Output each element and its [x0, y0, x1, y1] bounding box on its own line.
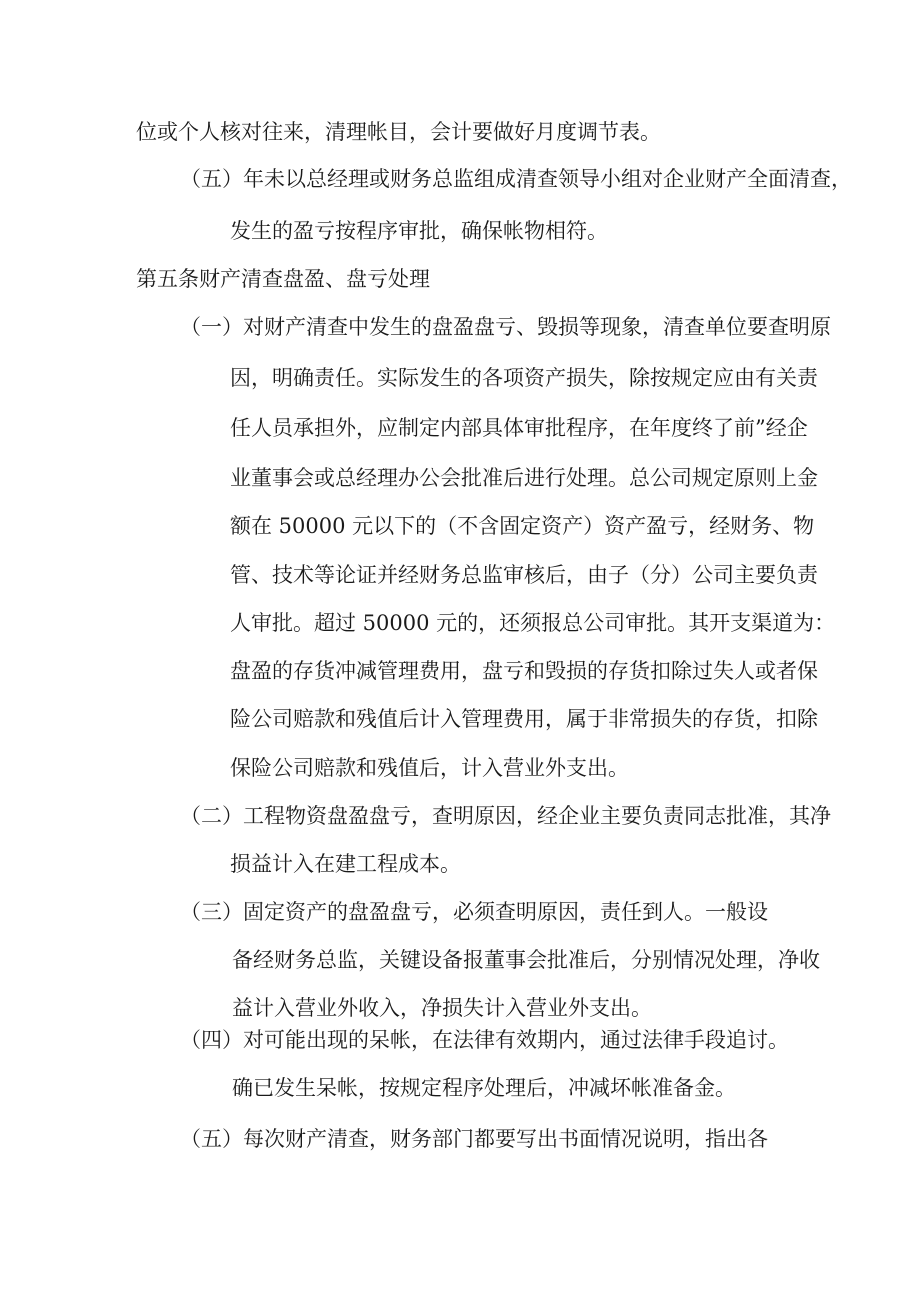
text-line: 备经财务总监，关键设备报董事会批准后，分别情况处理，净收: [232, 948, 820, 972]
text-line: （一）对财产清查中发生的盘盈盘亏、毁损等现象，清查单位要查明原: [180, 315, 831, 339]
text-line: 确已发生呆帐，按规定程序处理后，冲减坏帐准备金。: [232, 1076, 736, 1100]
text-line: 管、技术等论证并经财务总监审核后，由子（分）公司主要负责: [230, 563, 818, 587]
text-line: 人审批。超过 50000 元的，还须报总公司审批。其开支渠道为：: [230, 611, 836, 635]
text-line: 发生的盈亏按程序审批，确保帐物相符。: [230, 219, 608, 243]
text-line: 任人员承担外，应制定内部具体审批程序，在年度终了前”经企: [230, 416, 808, 440]
text-line: 险公司赔款和残值后计入管理费用，属于非常损失的存货，扣除: [230, 707, 818, 731]
text-line: 业董事会或总经理办公会批准后进行处理。总公司规定原则上金: [230, 466, 818, 490]
section-heading: 第五条财产清查盘盈、盘亏处理: [136, 267, 430, 291]
text-line: 额在 50000 元以下的（不含固定资产）资产盈亏，经财务、物: [230, 514, 815, 538]
text-line: 保险公司赔款和残值后，计入营业外支出。: [230, 756, 629, 780]
text-line: （五）每次财产清查，财务部门都要写出书面情况说明，指出各: [180, 1127, 768, 1151]
text-line: （三）固定资产的盘盈盘亏，必须查明原因，责任到人。一般设: [180, 900, 768, 924]
text-line: 益计入营业外收入，净损失计入营业外支出。: [232, 996, 652, 1020]
text-line: （四）对可能出现的呆帐，在法律有效期内，通过法律手段追讨。: [180, 1028, 789, 1052]
text-line: （二）工程物资盘盈盘亏，查明原因，经企业主要负责同志批准，其净: [180, 804, 831, 828]
text-line: （五）年未以总经理或财务总监组成清查领导小组对企业财产全面清查，: [180, 167, 852, 191]
text-line: 位或个人核对往来，清理帐目，会计要做好月度调节表。: [136, 120, 661, 144]
text-line: 盘盈的存货冲减管理费用，盘亏和毁损的存货扣除过失人或者保: [230, 659, 818, 683]
text-line: 因，明确责任。实际发生的各项资产损失，除按规定应由有关责: [230, 366, 818, 390]
text-line: 损益计入在建工程成本。: [230, 852, 461, 876]
